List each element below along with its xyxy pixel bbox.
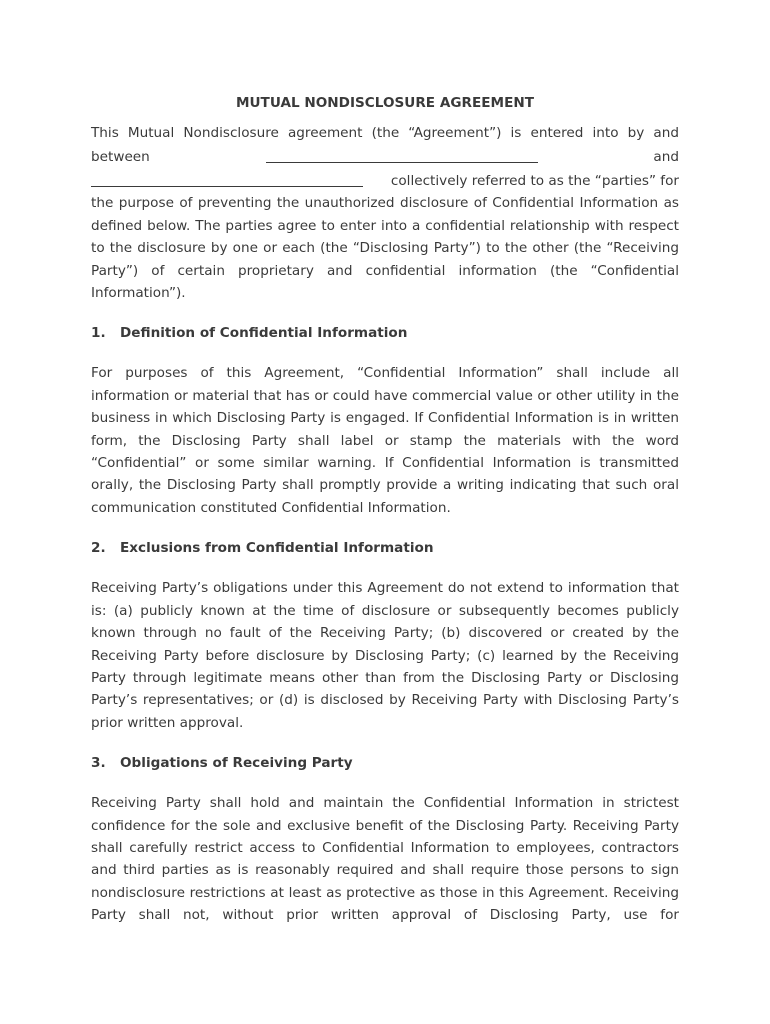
party-one-blank-line [266,148,538,163]
section-3-title: Obligations of Receiving Party [120,755,353,772]
intro-second-party-row [91,168,679,192]
section-1-body: For purposes of this Agreement, “Confidential Information” shall include all information or material that has or could have commercial value or other utility in the business in which Disclosing Party is engaged. If Confidential Information is in written form, the Disclosing Party shall label or stamp the materials with the word “Confidential” or some similar warning. If Confidential Information is transmitted orally, the Disclosing Party shall promptly provide a writing indicating that such oral communication constituted Confidential Information. [91,365,679,516]
section-1-number: 1. [91,325,106,342]
and-label: and [653,149,679,165]
section-3-heading [91,752,679,774]
section-2-title: Exclusions from Confidential Information [120,540,434,557]
document-title: MUTUAL NONDISCLOSURE AGREEMENT [235,95,535,111]
intro-paragraph: the purpose of preventing the unauthorized disclosure of Confidential Information as defined below. The parties agree to enter into a confidential relationship with respect to the disclosure by one or each (the “Disclosing Party”) to the other (the “Receiving Party”) of certain proprietary and confidential information (the “Confidential Information”). [91,195,679,302]
intro-first-line: This Mutual Nondisclosure agreement (the “Agreement”) is entered into by and [91,125,679,141]
section-3-number: 3. [91,755,106,772]
section-1-title: Definition of Confidential Information [120,325,408,342]
document-page [91,92,679,927]
section-2-number: 2. [91,540,106,557]
section-3-body: Receiving Party shall hold and maintain the Confidential Information in strictest confidence for the sole and exclusive benefit of the Disclosing Party. Receiving Party shall carefully restrict access to Confidential Information to employees, contractors and third parties as is reasonably required and shall require those persons to sign nondisclosure restrictions at least as protective as those in this Agreement. Receiving Party shall not, without prior written approval of Disclosing Party, use for [91,795,679,924]
section-1-heading [91,322,679,344]
collectively-text: collectively referred to as the “parties” for [390,173,679,189]
party-two-blank-line [91,172,363,187]
between-label: between [91,149,150,165]
intro-between-row [91,144,679,168]
section-2-heading [91,537,679,559]
section-2-body: Receiving Party’s obligations under this Agreement do not extend to information that is: (a) publicly known at the time of disclosure or subsequently becomes publicly known through no fault of the Receiving Party; (b) discovered or created by the Receiving Party before disclosure by Disclosing Party; (c) learned by the Receiving Party through legitimate means other than from the Disclosing Party or Disclosing Party’s representatives; or (d) is disclosed by Receiving Party with Disclosing Party’s prior written approval. [91,580,679,731]
